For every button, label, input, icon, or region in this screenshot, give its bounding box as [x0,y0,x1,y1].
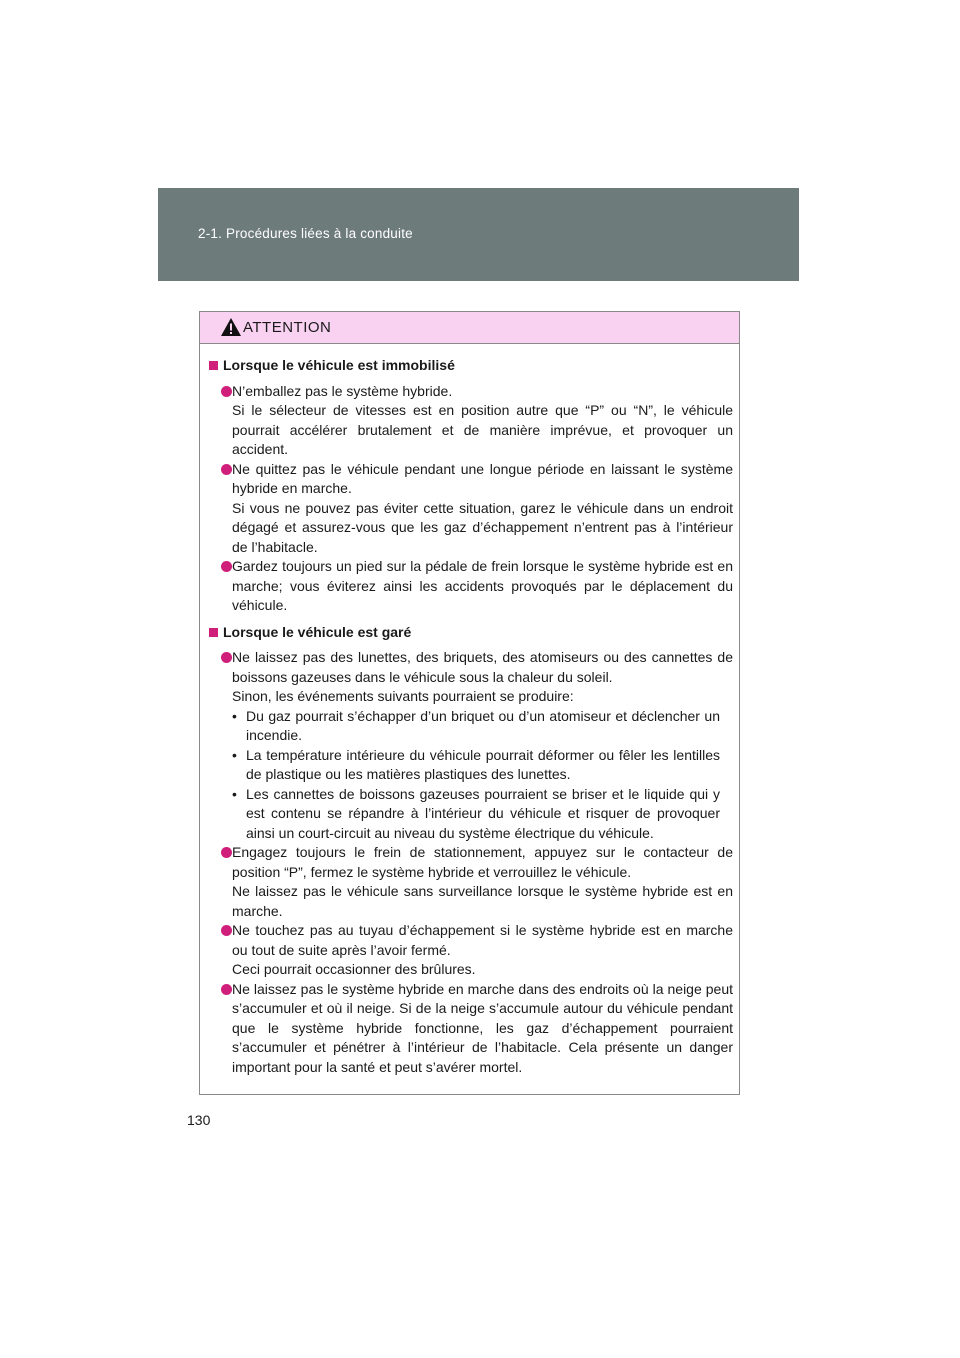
page-number: 130 [187,1112,211,1128]
section-header-band [158,188,799,281]
paragraph: Sinon, les événements suivants pourraient se produire: [232,688,574,704]
list-item [208,382,733,460]
dot-bullet-icon [221,925,232,936]
square-bullet-icon [209,361,218,370]
dot-bullet-icon [221,847,232,858]
warning-box [199,311,740,1095]
section-title-parked: Lorsque le véhicule est garé [208,623,733,643]
section-title-immobilized: Lorsque le véhicule est immobilisé [208,356,733,376]
list-item [208,921,733,980]
paragraph: Ne laissez pas le véhicule sans surveillance lorsque le système hybride est en marche. [232,883,733,919]
dot-bullet-icon [221,464,232,475]
warning-body [200,344,739,1077]
paragraph: Ne quittez pas le véhicule pendant une longue période en laissant le système hybride en marche. [232,460,733,496]
warning-title: ATTENTION [243,319,332,336]
paragraph: Gardez toujours un pied sur la pédale de frein lorsque le système hybride est en marche; vous éviterez ainsi les accidents provoqués par le déplacement du véhicule. [232,558,733,613]
dot-bullet-icon [221,386,232,397]
paragraph: Ceci pourrait occasionner des brûlures. [232,961,476,977]
paragraph: Si le sélecteur de vitesses est en position autre que “P” ou “N”, le véhicule pourrait accélérer brutalement et de manière imprévue, et provoquer un accident. [232,402,733,457]
list-item [208,648,733,843]
list-item [208,460,733,558]
sub-bullet-item: • La température intérieure du véhicule pourrait déformer ou fêler les lentilles de plastique ou les matières plastiques des lunettes. [232,746,720,782]
list-item [208,980,733,1078]
dot-bullet-icon [221,561,232,572]
paragraph: Engagez toujours le frein de stationnement, appuyez sur le contacteur de position “P”, fermez le système hybride et verrouillez le véhicule. [232,844,733,880]
paragraph: Ne laissez pas des lunettes, des briquets, des atomiseurs ou des cannettes de boissons gazeuses dans le véhicule sous la chaleur du soleil. [232,649,733,685]
list-item [208,843,733,921]
sub-bullet-item: • Du gaz pourrait s’échapper d’un briquet ou d’un atomiseur et déclencher un incendie. [232,707,720,743]
list-item [208,557,733,616]
warning-header [200,312,739,344]
warning-triangle-icon [220,317,242,337]
paragraph: N’emballez pas le système hybride. [232,382,453,399]
dot-bullet-icon [221,984,232,995]
paragraph: Ne touchez pas au tuyau d’échappement si le système hybride est en marche ou tout de suite après l’avoir fermé. [232,922,733,958]
paragraph: Si vous ne pouvez pas éviter cette situation, garez le véhicule dans un endroit dégagé et assurez-vous que les gaz d’échappement n’entrent pas à l’intérieur de l’habitacle. [232,499,733,555]
sub-bullet-item: • Les cannettes de boissons gazeuses pourraient se briser et le liquide qui y est contenu se répandre à l’intérieur du véhicule et risquer de provoquer ainsi un court-circuit au niveau du système électrique du véhicule. [232,785,720,841]
dot-bullet-icon [221,652,232,663]
section-header-title: 2-1. Procédures liées à la conduite [198,226,413,241]
square-bullet-icon [209,628,218,637]
paragraph: Ne laissez pas le système hybride en marche dans des endroits où la neige peut s’accumuler et où il neige. Si de la neige s’accumule autour du véhicule pendant que le système hybride fonctionne, les gaz d’échappement pourraient s’accumuler et pénétrer à l’intérieur de l’habitacle. Cela présente un danger important pour la santé et peut s’avérer mortel. [232,980,733,1075]
